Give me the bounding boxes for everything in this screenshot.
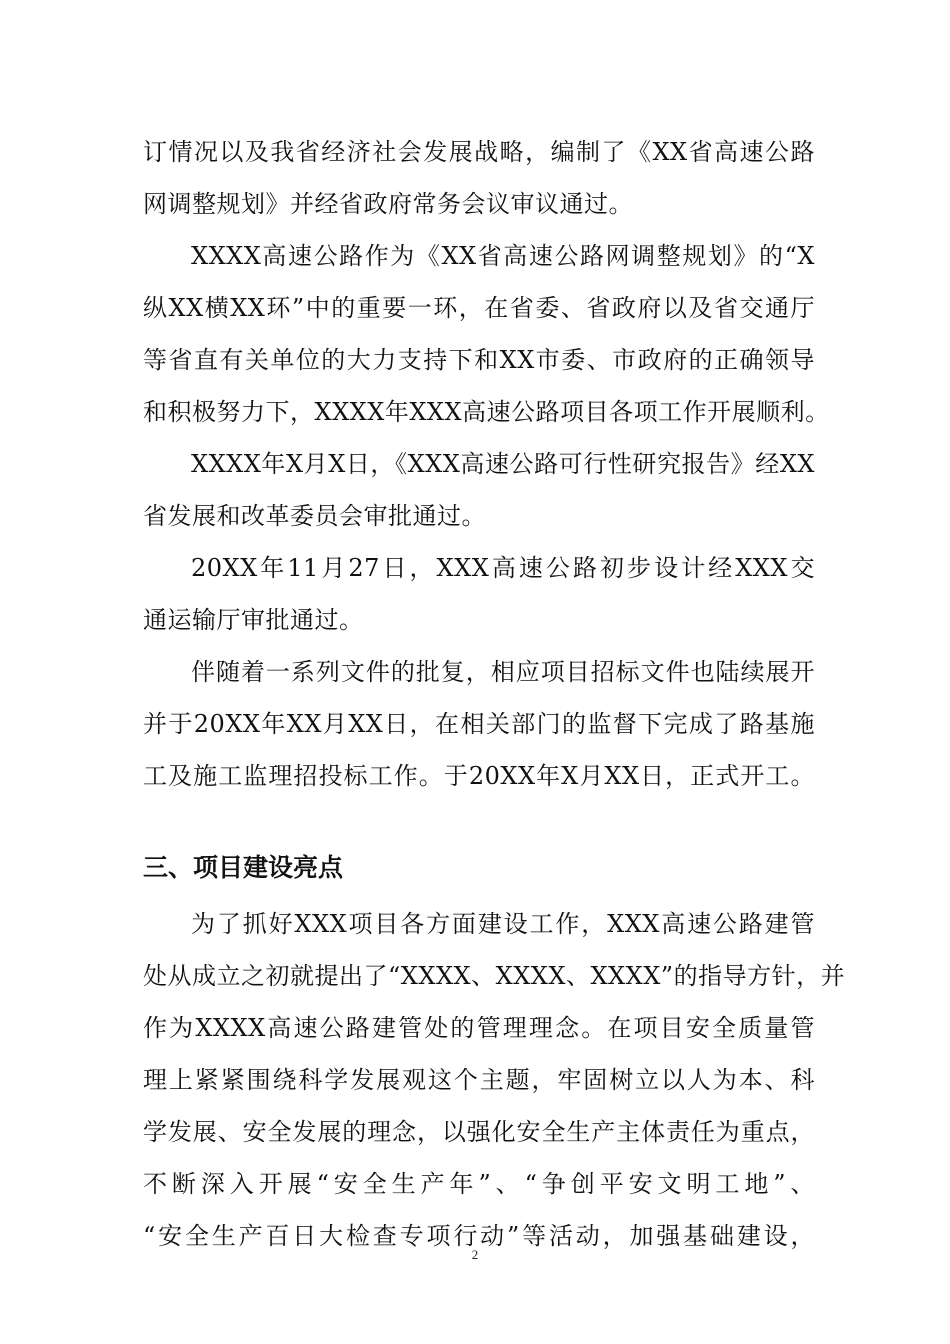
paragraph-line: 网调整规划》并经省政府常务会议审议通过。 [143,190,633,218]
paragraph-line: 工及施工监理招投标工作。于20XX年X月XX日，正式开工。 [143,762,815,790]
paragraph-line: 纵XX横XX环”中的重要一环，在省委、省政府以及省交通厅 [143,294,815,322]
body-text [143,126,846,1262]
paragraph-line: 等省直有关单位的大力支持下和XX市委、市政府的正确领导 [143,346,815,374]
paragraph-line: 作为XXXX高速公路建管处的管理理念。在项目安全质量管 [143,1014,815,1042]
paragraph-line: XXXX年X月X日，《XXX高速公路可行性研究报告》经XX [191,450,815,478]
section-spacer [143,802,815,838]
paragraph-line: 理上紧紧围绕科学发展观这个主题，牢固树立以人为本、科 [143,1066,815,1094]
paragraph-line: XXXX高速公路作为《XX省高速公路网调整规划》的“X [191,242,815,270]
paragraph-line: 20XX年11月27日，XXX高速公路初步设计经XXX交 [191,554,815,582]
paragraph-line: 省发展和改革委员会审批通过。 [143,502,486,530]
paragraph-line: 通运输厅审批通过。 [143,606,364,634]
paragraph-line: 并于20XX年XX月XX日，在相关部门的监督下完成了路基施 [143,710,815,738]
paragraph-line: 和积极努力下，XXXX年XXX高速公路项目各项工作开展顺利。 [143,398,830,426]
paragraph-line: 为了抓好XXX项目各方面建设工作，XXX高速公路建管 [191,910,815,938]
section-heading: 三、项目建设亮点 [143,853,344,882]
paragraph-line: “安全生产百日大检查专项行动”等活动，加强基础建设， [143,1222,815,1250]
paragraph-line: 伴随着一系列文件的批复，相应项目招标文件也陆续展开 [191,658,815,686]
page-number: 2 [471,1247,479,1262]
paragraph-line: 不断深入开展“安全生产年”、“争创平安文明工地”、 [143,1170,815,1198]
paragraph-line: 学发展、安全发展的理念，以强化安全生产主体责任为重点， [143,1118,815,1146]
paragraph-line: 处从成立之初就提出了“XXXX、XXXX、XXXX”的指导方针，并 [143,962,846,990]
paragraph-line: 订情况以及我省经济社会发展战略，编制了《XX省高速公路 [143,138,815,166]
